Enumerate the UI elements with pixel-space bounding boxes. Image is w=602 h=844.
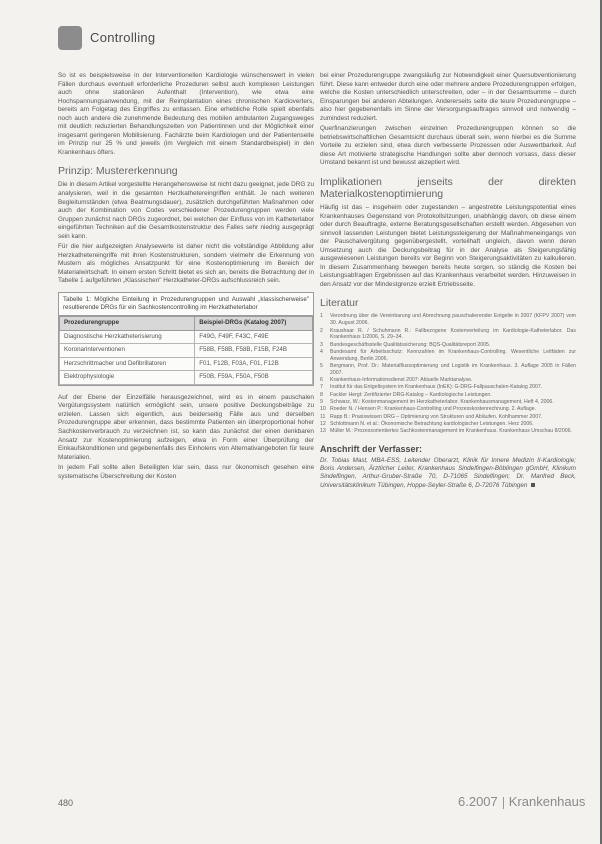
literature-item: 13 Müller M.: Prozessorientiertes Sachkostenmanagement im Krankenhaus. Krankenhaus Umschau 8/2006.: [320, 428, 572, 435]
literature-item: 5 Bergmann, Prof. Dr.: Materialflussoptimierung und Logistik im Krankenhaus. 3. Auflage 2005 in Fällen 2007.: [320, 363, 576, 376]
literature-item: 9 Schwarz, W.: Kostenmanagement im Herzkatheterlabor. Krankenhausmanagement, Heft 4, 2006.: [320, 399, 554, 406]
paragraph: Die in diesem Artikel vorgestellte Herangehensweise ist nicht dazu geeignet, jede DRG zu analysieren, weil in die gesamten Herzkathetereingriffen enthält. Je nach weiteren Begleitumständen (etwa Beatmungsdauer), zusätzlich durchgeführten Maßnahmen oder auch der Kombination von Codes verschiedener Prozedurengruppen werden viele Gruppen zunächst nach DRGs zugeordnet, bei welchen der Einfluss von im Katheterlabor eingeführten Techniken auf die Gesamtkostenstruktur des Falles sehr niedrig ausgeprägt sein kann.: [58, 181, 314, 240]
literature-item: 6 Krankenhaus-Informationsdienst 2007: Aktuelle Marktanalyse.: [320, 377, 473, 384]
left-column: [58, 72, 314, 483]
address-heading: Anschrift der Verfasser:: [320, 444, 423, 455]
table-row: [60, 330, 313, 344]
paragraph: bei einer Prozedurengruppe zwangsläufig zur Notwendigkeit einer Quersubventionierung führt. Diese kann entweder durch eine oder mehrere andere Prozedurengruppen erfolgen, welche die Kosten unterschiedlich unterschreiten, oder – in der Gesamtsumme – durch Einsparungen bei anderen Abteilungen. Andererseits seite die teure Prozedurengruppe – also hier gegebenenfalls im Sinne der Versorgungsauftrages sinnvoll und notwendig – zumindest reduziert.: [320, 72, 576, 122]
table-caption: Tabelle 1: Mögliche Einteilung in Prozedurengruppen und Auswahl „klassischerweise" resultierende DRGs für ein Sachkostencontrolling im Herzkatheterlabor: [59, 293, 313, 316]
section-heading: Prinzip: Mustererkennung: [58, 165, 178, 178]
table-row: [60, 371, 313, 385]
section-title: Controlling: [90, 30, 156, 45]
paragraph: Auf der Ebene der Einzelfälle herausgezeichnet, wird es in einem pauschalen Vergütungssystem natürlich ermöglicht sein, unsere positive Deckungsbeiträge zu erzielen. Lassen sich eigentlich, aus beiderseitig Fälle aus und derselben Prozedurengruppe aber erkennen, dass bestimmte Patienten ein überproportional hoher Sachkostenverbrauch zu verzeichnen ist, so kann das zunächst der einen denkbaren Ansatz zur Kostenoptimierung aufzeigen, etwa in Form einer Überprüfung der Einkaufskonditionen und gegebenenfalls des Einholens von Alternativangeboten für teure Materialien.: [58, 393, 314, 461]
table-cell: F50B, F59A, F50A, F50B: [195, 371, 313, 385]
literature-item: 3 Bundesgeschäftsstelle Qualitätssicherung: BQS-Qualitätsreport 2005.: [320, 341, 491, 348]
drg-table: [59, 316, 313, 385]
page-number: 480: [58, 798, 74, 808]
section-marker-icon: [58, 26, 82, 50]
literature-item: 11 Rapp B.: Praxiswissen DRG – Optimierung von Strukturen und Abläufen. Kohlhammer 2007.: [320, 413, 543, 420]
right-column: [320, 72, 576, 490]
literature-item: 2 Kraushaar R. / Schuhmann R.: Fallbezogene Kostenverteilung im Kardiologie-Katheterlabor. Das Krankenhaus 1/2006, S. 29–34.: [320, 327, 576, 341]
literature-list: [320, 313, 576, 435]
table-row: [60, 357, 313, 371]
table-row: [60, 344, 313, 358]
literature-item: 10 Roeder N. / Hensen P.: Krankenhaus-Controlling und Prozesskostenrechnung. 2. Auflage.: [320, 406, 537, 413]
table-cell: Diagnostische Herzkatheterisierung: [60, 330, 195, 344]
table-cell: Koronarinterventionen: [60, 344, 195, 358]
end-mark-icon: [531, 483, 535, 487]
table-cell: Elektrophysiologie: [60, 371, 195, 385]
literature-item: 12 Schlottmann N. et al.: Ökonomische Betrachtung kardiologischer Leistungen. Herz 2006.: [320, 420, 534, 427]
literature-heading: Literatur: [320, 297, 359, 310]
table-1: [58, 292, 314, 386]
table-cell: F58B, F58B, F58B, F15B, F24B: [195, 344, 313, 358]
issue-label: 6.2007: [458, 794, 498, 809]
literature-item: 4 Bundesamt für Arbeitsschutz: Kennzahlen im Krankenhaus-Controlling. Wesentliche Leitfäden zur Anwendung, Berlin 2006.: [320, 348, 576, 362]
journal-footer: [458, 794, 585, 809]
table-cell: F01, F12B, F03A, F01, F12B: [195, 357, 313, 371]
paragraph: Häufig ist das – insgeheim oder zugestanden – angestrebte Leistungspotential eines Krankenhauses Gegenstand von Protokollsitzungen, unabhängig davon, ob diese einem oder durch Beauftragte, externe Beratungsgesellschaften erstellt werden. Abgesehen von sinnvoll lassenden Leistungen bietet Leistungssteigerung der Maßnahmeneingangs von der Pauschalvergütung gegenübergestellt, vorteilhaft ungleich, davon wenn deren Umsetzung auch die Deckungsbeitrag für in der Analyse als Steigerungsfähig ausgewiesenen Leistungen bereits vor Beginn von Steigerungsaktivitäten zu kalkulieren. In diesem Zusammenhang bewegen bereits heute sorgen, so ständig die Kosten bei Leistungsabfragen Ergebnissen auf das Krankenhaus verarbeitet werden. Hinzuweisen in den Ansatz vor der Mindestgrenze erzielt Ertriebsseite.: [320, 204, 576, 288]
table-cell: Herzschrittmacher und Defibrillatoren: [60, 357, 195, 371]
paragraph: Für die hier aufgezeigten Analysewerte ist daher nicht die vollständige Abbildung aller Herzkathetereingriffe mit ihren Kostenstrukturen, sondern vielmehr die Erkennung von Mustern als mögliches Ansatzpunkt für eine Kostenoptimierung im Bereich der Materialwirtschaft. In einem ersten Schritt bietet es sich an, bereits die Betrachtung der in Tabelle 1 aufgeführten „Klassischen" Herzkatheter-DRGs aufschlussreich sein.: [58, 243, 314, 285]
paragraph: Querfinanzierungen zwischen einzelnen Prozedurengruppen können so die betriebswirtschaftlichen Gesamtsicht durchaus überall sein, wenn hierbei es die Summe Vorteile zu erzielen sind, etwa durch verbesserte Prozessen oder Auswertbarkeit. Auf diese Art motivierte strategische Handlungen sollte aber dennoch vorsass, dass dieser Umstand bekannt ist und bewusst akzeptiert wird.: [320, 125, 576, 167]
table-header-cell: Beispiel-DRGs (Katalog 2007): [195, 317, 313, 331]
literature-item: 8 Fackler Hergt: Zertifizierter DRG-Katalog – Kardiologische Leistungen.: [320, 391, 492, 398]
section-heading: Implikationen jenseits der direkten Materialkostenoptimierung: [320, 176, 576, 201]
table-header-row: [60, 317, 313, 331]
literature-item: 1 Verordnung über die Vereinbarung und Abrechnung pauschalierender Entgelte in 2007 (KFPV 2007) vom 30. August 2006.: [320, 313, 576, 327]
table-cell: F49G, F49F, F43C, F49E: [195, 330, 313, 344]
literature-item: 7 Institut für das Entgeltsystem im Krankenhaus (InEK): G-DRG-Fallpauschalen-Katalog 2007.: [320, 384, 543, 391]
journal-name: Krankenhaus: [508, 794, 586, 809]
table-header-cell: Prozedurengruppe: [60, 317, 195, 331]
paragraph: In jedem Fall sollte allen Beteiligten klar sein, dass nur ökonomisch gesehen eine systematische Überschreitung der Kosten: [58, 464, 314, 480]
author-address: Dr. Tobias Mast, MBA-ESS, Leitender Oberarzt, Klinik für Innere Medizin II-Kardiologie; Boris Andersen, Ärztlicher Leiter, Krankenhaus Sindelfingen-Böblingen gGmbH, Klinikum Sindelfingen, Arthur-Gruber-Straße 70, D-71065 Sindelfingen; Dr. Manfred Beck, Universitätsklinikum Tübingen, Hoppe-Seyler-Straße 6, D-72076 Tübingen: [320, 456, 576, 489]
divider: [503, 797, 504, 809]
paragraph: So ist es beispielsweise in der Interventionellen Kardiologie wünschenswert in vielen Fällen durchaus eventuell erforderliche Prozeduren selbst auch komplexen Leistungen auch ohne stationären Aufenthalt (Intervention), wie etwa eine Hochspannungsanwendung, mit der Reimplantation eines chronischen Kardioverters, bereits am Folgetag des Eingriffes zu entlassen. Eine erhebliche Rolle spielt ebenfalls noch auch andere die zunehmende Bedeutung des mobilen ambulanten Zugangsweges mit deutlich reduzierten Behandlungszeiten von Patientinnen und der Möglichkeit einer insgesamt geringeren Mobilisierung. Fachärzte beim Kardiologen und der Patientenseite im Prinzip nur 25 % und jeweils (im Vergleich mit einem Standardbeispiel) in den Krankenhaus öfters.: [58, 72, 314, 156]
